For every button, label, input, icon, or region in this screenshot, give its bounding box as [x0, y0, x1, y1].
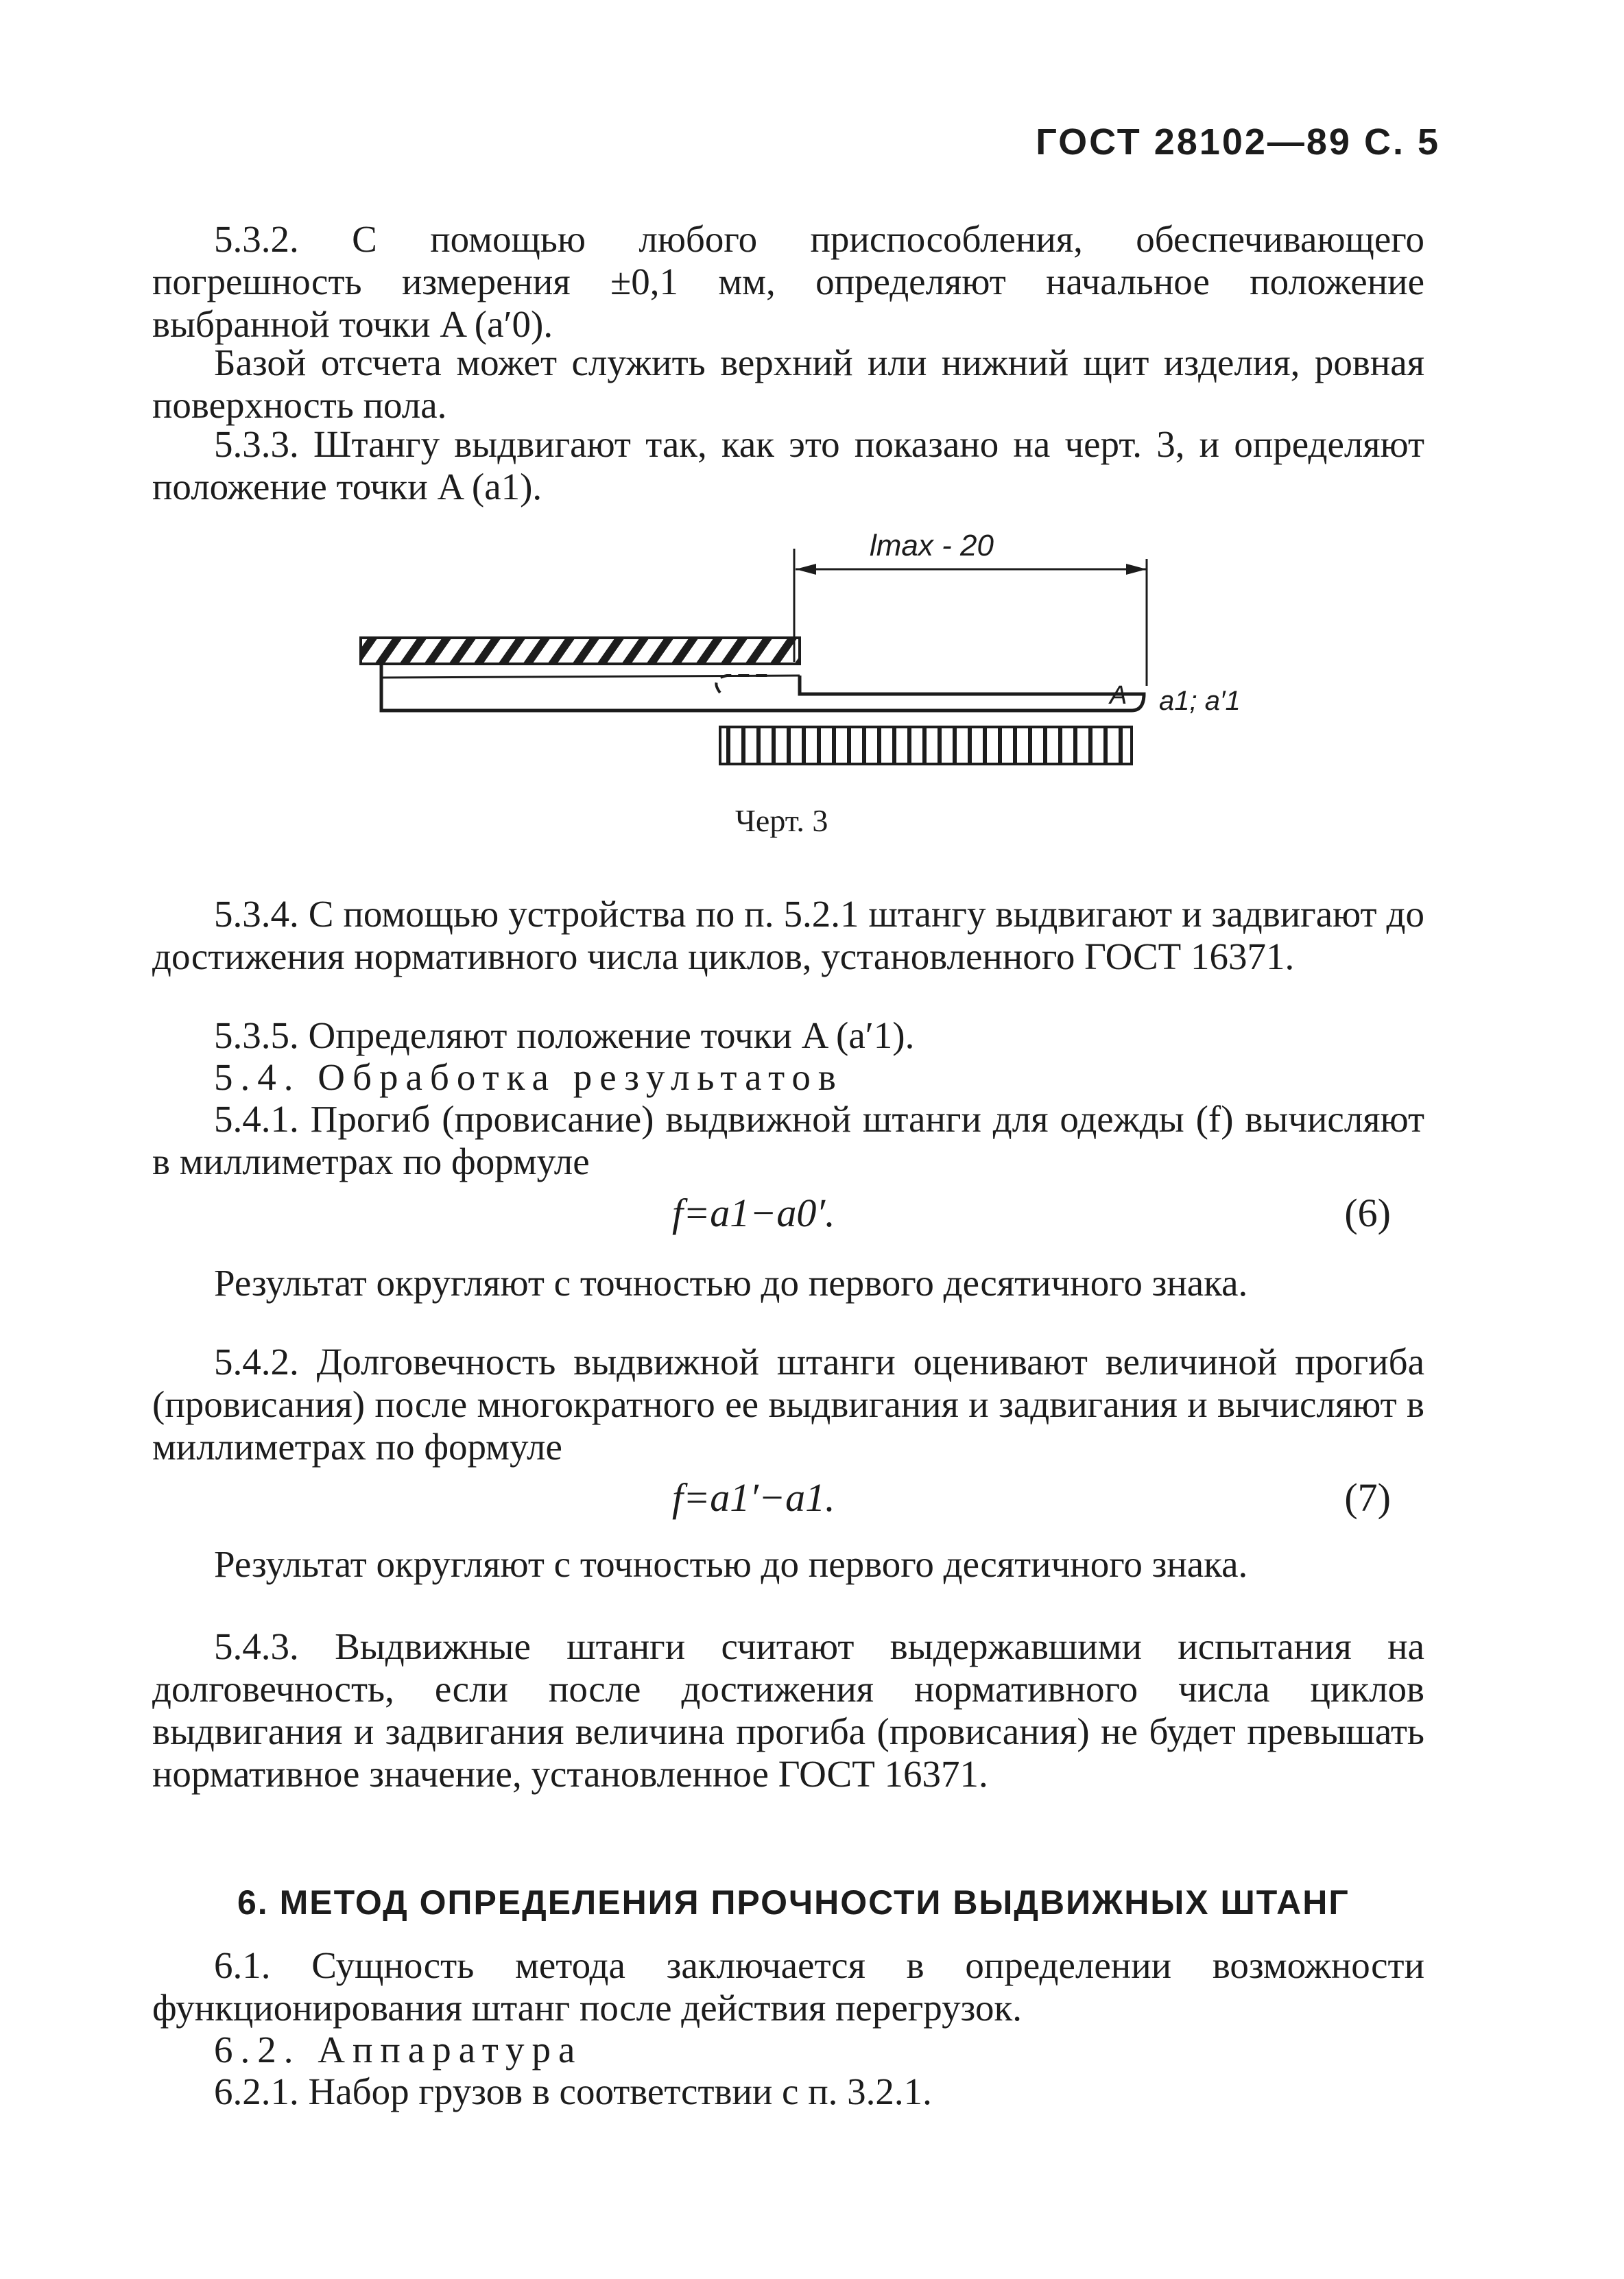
side-label: a1; a′1: [1159, 686, 1241, 716]
bottom-panel-ribs: [728, 728, 1121, 763]
dimension-arrow-left: [796, 564, 816, 575]
bar-guide-dashed: [716, 676, 768, 693]
paragraph-5-3-5: 5.3.5. Определяют положение точки A (a′1).: [214, 1014, 915, 1056]
paragraph-5-3-4: 5.3.4. С помощью устройства по п. 5.2.1 штангу выдвигают и задвигают до достижения нормативного числа циклов, установленного ГОСТ 16371.: [152, 893, 1424, 977]
paragraph-5-3-2-base: Базой отсчета может служить верхний или нижний щит изделия, ровная поверхность пола.: [152, 342, 1424, 426]
paragraph-5-3-3: 5.3.3. Штангу выдвигают так, как это показано на черт. 3, и определяют положение точки A (a1).: [152, 423, 1424, 508]
equation-number-7: (7): [1344, 1475, 1391, 1520]
paragraph-6-2: 6.2. Аппаратура: [214, 2029, 583, 2071]
equation-number-6: (6): [1344, 1191, 1391, 1235]
paragraph-5-4-2: 5.4.2. Долговечность выдвижной штанги оценивают величиной прогиба (провисания) после многократного ее выдвигания и задвигания и вычисляют в миллиметрах по формуле: [152, 1341, 1424, 1468]
paragraph-result-2: Результат округляют с точностью до первого десятичного знака.: [214, 1543, 1248, 1585]
top-panel: [361, 638, 800, 664]
bar-housing: [381, 664, 720, 711]
point-a-label: A: [1110, 681, 1127, 710]
paragraph-6-2-1: 6.2.1. Набор грузов в соответствии с п. 3.2.1.: [214, 2071, 932, 2112]
paragraph-6-1: 6.1. Сущность метода заключается в определении возможности функционирования штанг после действия перегрузок.: [152, 1944, 1424, 2029]
paragraph-5-3-2: 5.3.2. С помощью любого приспособления, обеспечивающего погрешность измерения ±0,1 мм, определяют начальное положение выбранной точки A (a′0).: [152, 218, 1424, 345]
section-6-heading: 6. МЕТОД ОПРЕДЕЛЕНИЯ ПРОЧНОСТИ ВЫДВИЖНЫХ ШТАНГ: [237, 1883, 1350, 1922]
bar-inner-line: [381, 676, 800, 678]
dimension-label: lmax - 20: [870, 529, 994, 562]
dimension-arrow-right: [1126, 564, 1147, 575]
paragraph-5-4-3: 5.4.3. Выдвижные штанги считают выдержавшими испытания на долговечность, если после достижения нормативного числа циклов выдвигания и задвигания величина прогиба (провисания) не будет превышать нормативное значение, установленное ГОСТ 16371.: [152, 1625, 1424, 1795]
page-header: ГОСТ 28102—89 С. 5: [1036, 121, 1440, 163]
figure-caption: Черт. 3: [735, 803, 828, 838]
formula-7: f=a1′−a1.: [672, 1475, 835, 1520]
formula-6: f=a1−a0′.: [672, 1191, 835, 1235]
figure-3-diagram: [0, 0, 1624, 823]
paragraph-5-4-1: 5.4.1. Прогиб (провисание) выдвижной штанги для одежды (f) вычисляют в миллиметрах по формуле: [152, 1098, 1424, 1182]
paragraph-result-1: Результат округляют с точностью до первого десятичного знака.: [214, 1262, 1248, 1304]
extended-bar: [713, 676, 1144, 711]
paragraph-5-4: 5.4. Обработка результатов: [214, 1056, 844, 1098]
